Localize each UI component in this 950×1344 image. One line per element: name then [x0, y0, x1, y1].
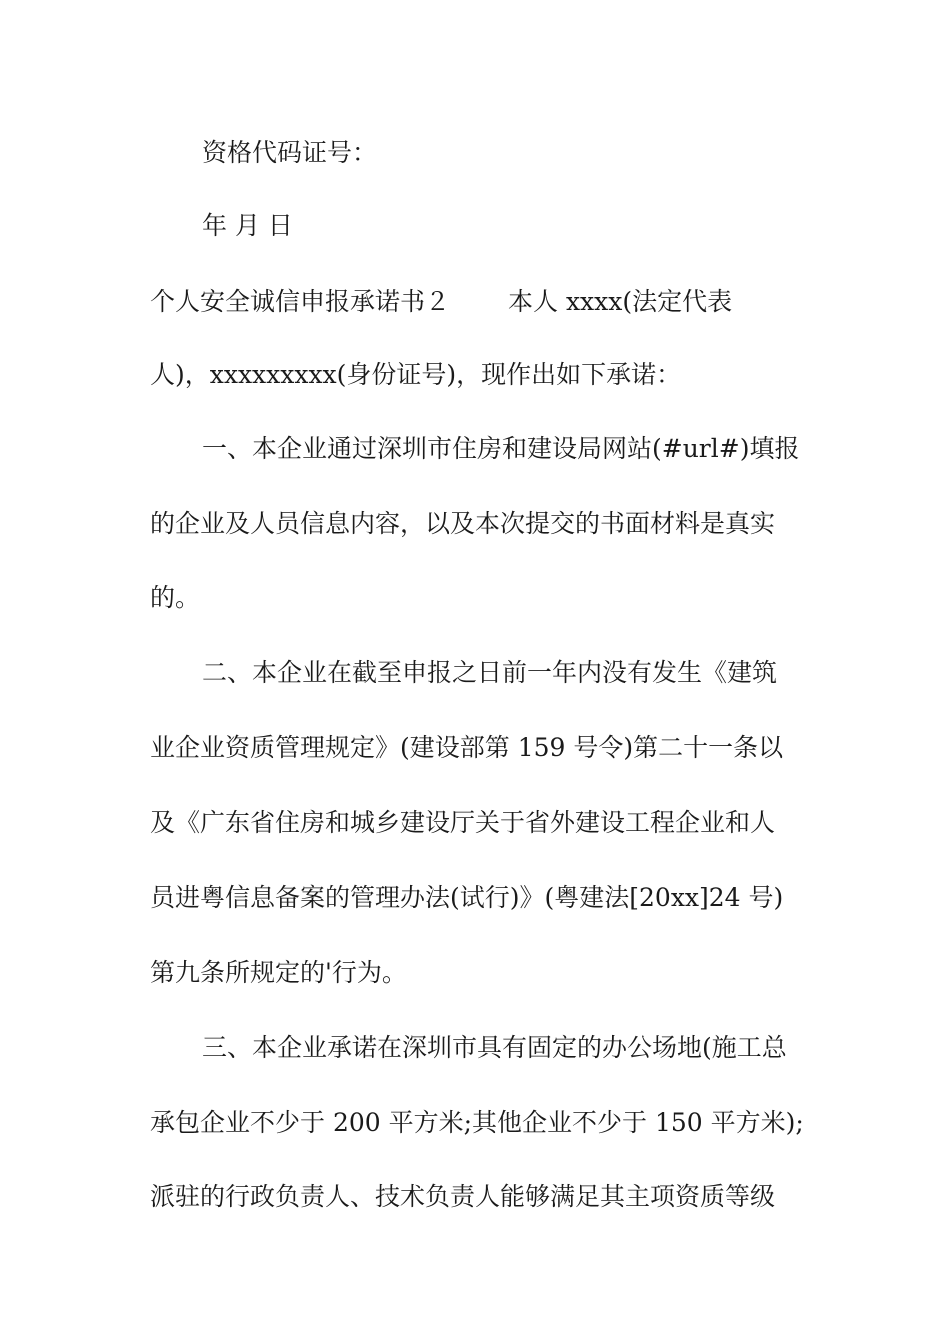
clause-1-line-2: 的企业及人员信息内容，以及本次提交的书面材料是真实	[150, 509, 776, 538]
clause-3-line-1: 三、本企业承诺在深圳市具有固定的办公场地(施工总	[202, 1033, 787, 1062]
clause-1-line-1: 一、本企业通过深圳市住房和建设局网站(#url#)填报	[202, 434, 800, 463]
intro-continuation: 人)，xxxxxxxxx(身份证号)，现作出如下承诺：	[150, 360, 682, 389]
clause-2-line-2: 业企业资质管理规定》(建设部第 159 号令)第二十一条以	[150, 733, 784, 762]
clause-2-line-3: 及《广东省住房和城乡建设厅关于省外建设工程企业和人	[150, 808, 776, 837]
heading-intro-line	[150, 284, 732, 320]
intro-start: 本人 xxxx(法定代表	[508, 287, 733, 316]
clause-3-line-3: 派驻的行政负责人、技术负责人能够满足其主项资质等级	[150, 1182, 776, 1211]
qualification-code-line: 资格代码证号：	[202, 138, 378, 167]
clause-2-line-1: 二、本企业在截至申报之日前一年内没有发生《建筑	[202, 658, 778, 687]
clause-1-line-3: 的。	[150, 583, 201, 612]
clause-3-line-2: 承包企业不少于 200 平方米;其他企业不少于 150 平方米);	[150, 1108, 804, 1137]
clause-2-line-4: 员进粤信息备案的管理办法(试行)》(粤建法[20xx]24 号)	[150, 883, 784, 912]
clause-2-line-5: 第九条所规定的'行为。	[150, 958, 407, 987]
document-heading: 个人安全诚信申报承诺书２	[150, 287, 451, 316]
date-line: 年 月 日	[202, 211, 293, 240]
